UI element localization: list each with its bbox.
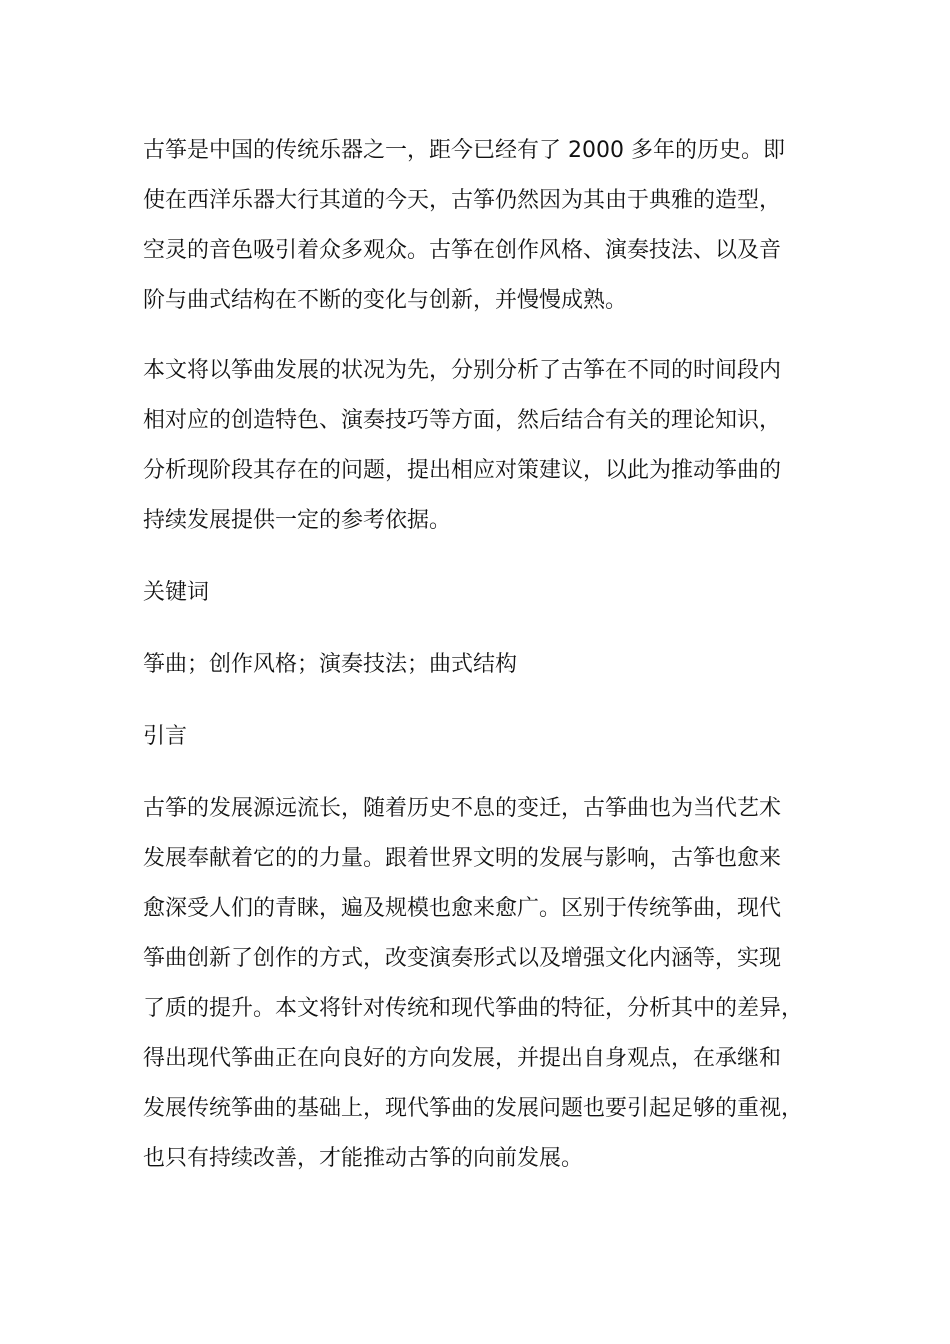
keywords-list: 筝曲；创作风格；演奏技法；曲式结构	[143, 652, 518, 677]
text-line: 相对应的创造特色、演奏技巧等方面，然后结合有关的理论知识，	[143, 408, 782, 433]
intro-serif-phrase: 古筝的发展源远流长	[143, 796, 342, 821]
introduction-paragraph	[143, 784, 808, 1184]
text-line: 筝曲创新了创作的方式，改变演奏形式以及增强文化内涵等，实现	[143, 946, 782, 971]
text-line: 阶与曲式结构在不断的变化与创新，并慢慢成熟。	[143, 288, 628, 313]
text-line: 古筝是中国的传统乐器之一，距今已经有了 2000 多年的历史。即	[143, 138, 785, 163]
text-line: 使在西洋乐器大行其道的今天，古筝仍然因为其由于典雅的造型，	[143, 188, 782, 213]
intro-first-line-rest: ，随着历史不息的变迁，古筝曲也为当代艺术	[341, 796, 782, 821]
text-line: 本文将以筝曲发展的状况为先，分别分析了古筝在不同的时间段内	[143, 358, 782, 383]
text-line: 也只有持续改善，才能推动古筝的向前发展。	[143, 1146, 584, 1171]
text-line: 分析现阶段其存在的问题，提出相应对策建议，以此为推动筝曲的	[143, 458, 782, 483]
text-line: 空灵的音色吸引着众多观众。古筝在创作风格、演奏技法、以及音	[143, 238, 782, 263]
text-line: 得出现代筝曲正在向良好的方向发展，并提出自身观点，在承继和	[143, 1046, 782, 1071]
text-line	[143, 784, 808, 834]
keywords-heading: 关键词	[143, 580, 210, 605]
text-line: 了质的提升。本文将针对传统和现代筝曲的特征，分析其中的差异，	[143, 996, 804, 1021]
introduction-heading-block	[143, 712, 808, 762]
text-line: 发展传统筝曲的基础上，现代筝曲的发展问题也要引起足够的重视，	[143, 1096, 804, 1121]
text-line: 持续发展提供一定的参考依据。	[143, 508, 452, 533]
keywords-list-block	[143, 640, 808, 690]
keywords-heading-block	[143, 568, 808, 618]
introduction-heading: 引言	[143, 724, 188, 749]
abstract-paragraph-2	[143, 346, 808, 546]
abstract-paragraph-1	[143, 126, 808, 326]
text-line: 发展奉献着它的的力量。跟着世界文明的发展与影响，古筝也愈来	[143, 846, 782, 871]
text-line: 愈深受人们的青睐，遍及规模也愈来愈广。区别于传统筝曲，现代	[143, 896, 782, 921]
